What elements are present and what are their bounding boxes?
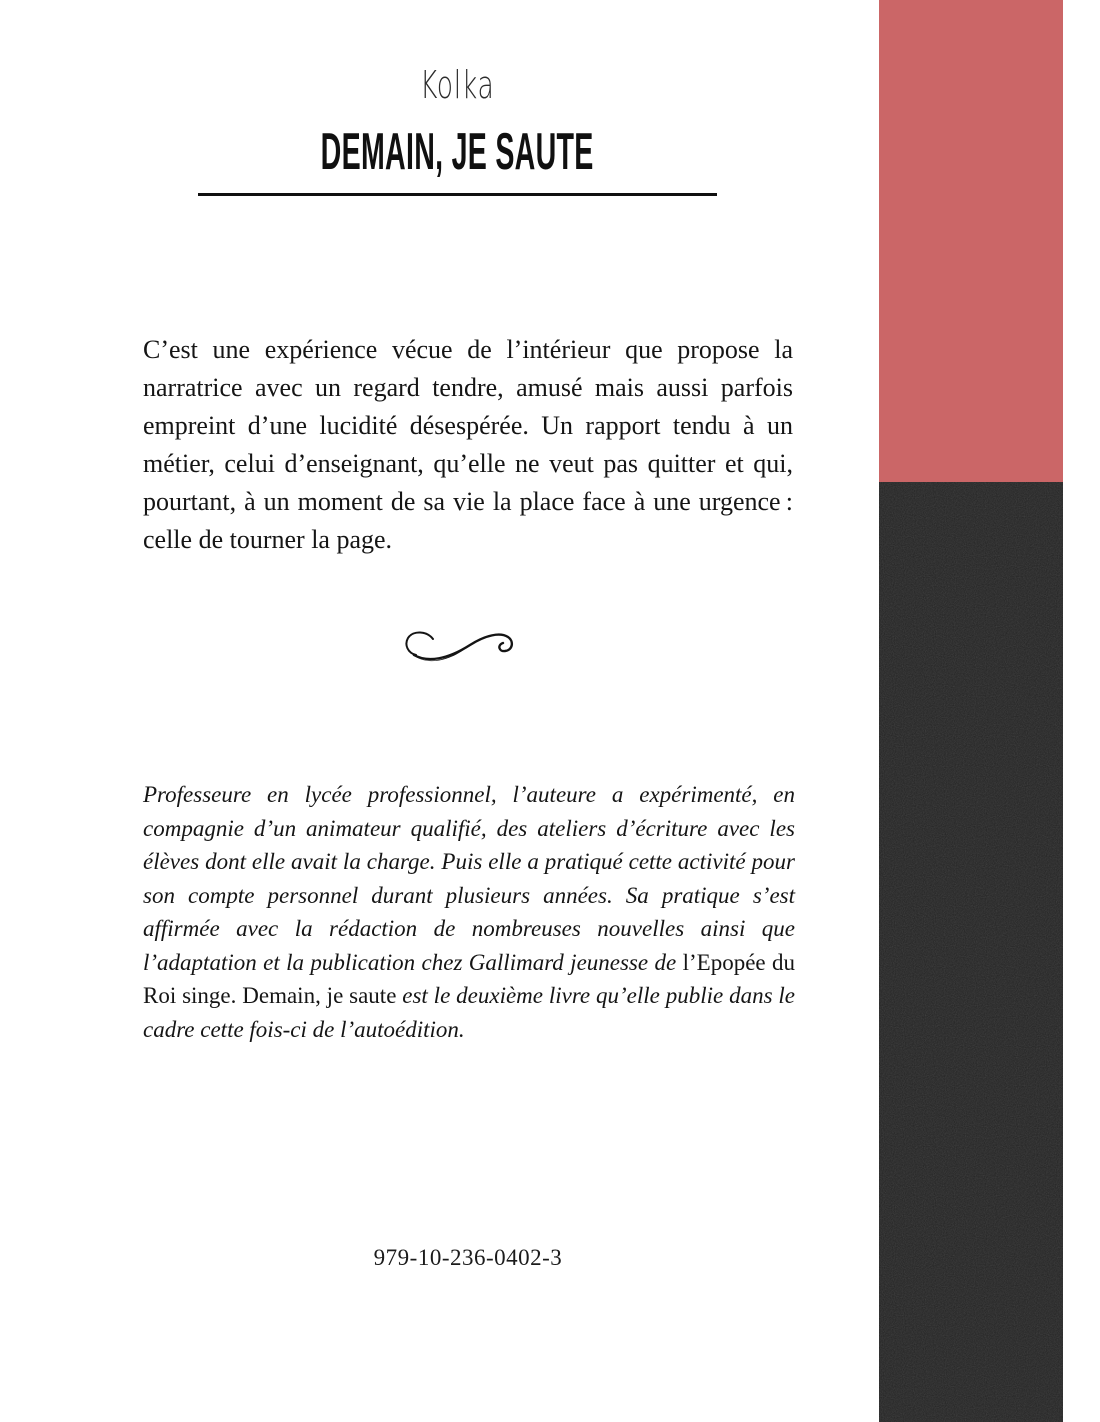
title-rule xyxy=(198,193,717,196)
grain-texture xyxy=(879,482,1063,1422)
isbn-number: 979-10-236-0402-3 xyxy=(373,1245,563,1270)
book-title: DEMAIN, JE SAUTE xyxy=(321,123,594,181)
author-name: Kolka xyxy=(420,63,495,107)
dark-spine-band xyxy=(879,482,1063,1422)
bio-text-italic-2: est le deuxième livre qu’elle publie dans le cadre cette fois-ci de l’autoédition. xyxy=(143,983,795,1042)
synopsis-paragraph: C’est une expérience vécue de l’intérieur que propose la narratrice avec un regard tendre, amusé mais aussi parfois empreint d’une lucidité désespérée. Un rapport tendu à un métier, celui d’enseignant, qu’elle ne veut pas quitter et qui, pourtant, à un moment de sa vie la place face à une urgence : celle de tourner la page. xyxy=(143,335,793,554)
bio-text-italic-1: Professeure en lycée professionnel, l’auteure a expérimenté, en compagnie d’un animateur qualifié, des ateliers d’écriture avec les élèves dont elle avait la charge. Puis elle a pratiqué cette activité pour son compte personnel durant plusieurs années. Sa pratique s’est affirmée avec la rédaction de nombreuses nouvelles ainsi que l’adaptation et la publication chez Gallimard jeunesse de xyxy=(143,782,795,975)
swash-divider-icon xyxy=(400,627,530,671)
bio-text-roman-title: l’Epopée du Roi singe. Demain, je saute xyxy=(143,949,795,1008)
bio-paragraph xyxy=(143,778,795,1046)
